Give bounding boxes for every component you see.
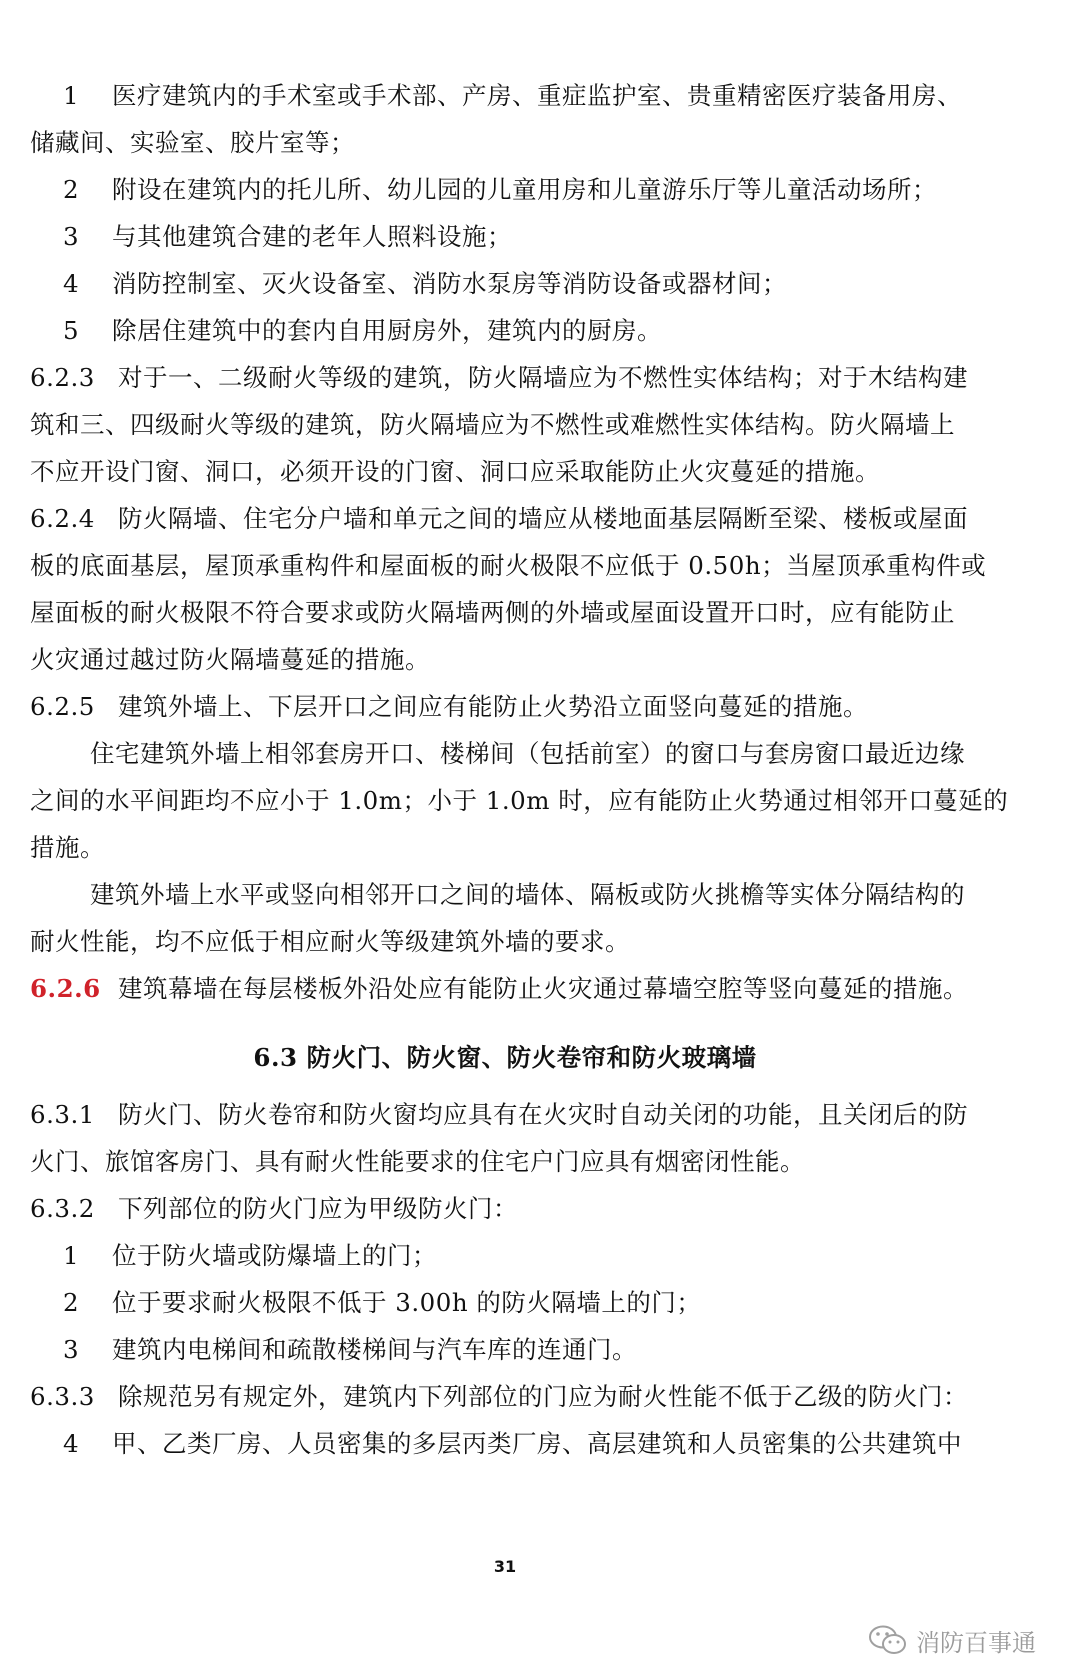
clause-number: 6.2.3 <box>30 363 95 392</box>
item-number: 4 <box>62 269 80 298</box>
item-number: 2 <box>62 175 80 204</box>
clause-number: 6.3.3 <box>30 1382 95 1411</box>
item-text: 医疗建筑内的手术室或手术部、产房、重症监护室、贵重精密医疗装备用房、 <box>112 81 962 110</box>
item-text: 位于要求耐火极限不低于 3.00h 的防火隔墙上的门； <box>112 1288 702 1317</box>
line-text: 板的底面基层，屋顶承重构件和屋面板的耐火极限不应低于 0.50h；当屋顶承重构件或 <box>30 551 987 580</box>
continuation-line <box>30 784 1050 818</box>
list-item <box>30 1286 1050 1320</box>
clause-number: 6.3.1 <box>30 1100 95 1129</box>
list-item <box>30 1427 1050 1461</box>
item-number: 1 <box>62 81 80 110</box>
clause-text: 对于一、二级耐火等级的建筑，防火隔墙应为不燃性实体结构；对于木结构建 <box>118 363 968 392</box>
item-text: 甲、乙类厂房、人员密集的多层丙类厂房、高层建筑和人员密集的公共建筑中 <box>112 1429 962 1458</box>
line-text: 建筑外墙上水平或竖向相邻开口之间的墙体、隔板或防火挑檐等实体分隔结构的 <box>90 880 965 909</box>
continuation-line <box>30 408 1050 442</box>
list-item <box>30 173 1050 207</box>
clause-6-3-2 <box>30 1192 1050 1226</box>
line-text: 之间的水平间距均不应小于 1.0m；小于 1.0m 时，应有能防止火势通过相邻开口蔓延的 <box>30 786 1009 815</box>
item-text: 消防控制室、灭火设备室、消防水泵房等消防设备或器材间； <box>112 269 787 298</box>
clause-text: 建筑外墙上、下层开口之间应有能防止火势沿立面竖向蔓延的措施。 <box>118 692 868 721</box>
line-text: 措施。 <box>30 833 105 862</box>
continuation-line <box>30 831 1050 865</box>
item-number: 3 <box>62 222 80 251</box>
list-item <box>30 267 1050 301</box>
item-text: 除居住建筑中的套内自用厨房外，建筑内的厨房。 <box>112 316 662 345</box>
item-number: 5 <box>62 316 80 345</box>
clause-number: 6.2.4 <box>30 504 95 533</box>
line-text: 屋面板的耐火极限不符合要求或防火隔墙两侧的外墙或屋面设置开口时，应有能防止 <box>30 598 955 627</box>
paragraph-line <box>90 878 1080 912</box>
line-text: 火灾通过越过防火隔墙蔓延的措施。 <box>30 645 430 674</box>
continuation-line <box>30 126 1050 160</box>
clause-6-3-3 <box>30 1380 1050 1414</box>
line-text: 火门、旅馆客房门、具有耐火性能要求的住宅户门应具有烟密闭性能。 <box>30 1147 805 1176</box>
line-text: 筑和三、四级耐火等级的建筑，防火隔墙应为不燃性或难燃性实体结构。防火隔墙上 <box>30 410 955 439</box>
line-text: 耐火性能，均不应低于相应耐火等级建筑外墙的要求。 <box>30 927 630 956</box>
continuation-line <box>30 455 1050 489</box>
list-item <box>30 314 1050 348</box>
clause-6-3-1 <box>30 1098 1050 1132</box>
list-item <box>30 1333 1050 1367</box>
list-item <box>30 1239 1050 1273</box>
line-text: 不应开设门窗、洞口，必须开设的门窗、洞口应采取能防止火灾蔓延的措施。 <box>30 457 880 486</box>
clause-text: 防火门、防火卷帘和防火窗均应具有在火灾时自动关闭的功能，且关闭后的防 <box>118 1100 968 1129</box>
paragraph-line <box>90 737 1080 771</box>
list-item <box>30 79 1050 113</box>
item-number: 1 <box>62 1241 80 1270</box>
section-heading <box>0 1041 1010 1075</box>
clause-number-highlighted: 6.2.6 <box>30 974 101 1003</box>
clause-6-2-4 <box>30 502 1050 536</box>
clause-number: 6.3.2 <box>30 1194 95 1223</box>
continuation-line <box>30 1145 1050 1179</box>
item-text: 与其他建筑合建的老年人照料设施； <box>112 222 512 251</box>
clause-6-2-5 <box>30 690 1050 724</box>
item-number: 2 <box>62 1288 80 1317</box>
clause-text: 防火隔墙、住宅分户墙和单元之间的墙应从楼地面基层隔断至梁、楼板或屋面 <box>118 504 968 533</box>
line-text: 储藏间、实验室、胶片室等； <box>30 128 355 157</box>
item-number: 3 <box>62 1335 80 1364</box>
continuation-line <box>30 643 1050 677</box>
wechat-icon <box>868 1624 908 1656</box>
line-text: 住宅建筑外墙上相邻套房开口、楼梯间（包括前室）的窗口与套房窗口最近边缘 <box>90 739 965 768</box>
clause-6-2-3 <box>30 361 1050 395</box>
watermark-text: 消防百事通 <box>916 1628 1036 1657</box>
item-text: 位于防火墙或防爆墙上的门； <box>112 1241 437 1270</box>
clause-text: 除规范另有规定外，建筑内下列部位的门应为耐火性能不低于乙级的防火门： <box>118 1382 968 1411</box>
clause-6-2-6 <box>30 972 1050 1006</box>
continuation-line <box>30 549 1050 583</box>
item-text: 建筑内电梯间和疏散楼梯间与汽车库的连通门。 <box>112 1335 637 1364</box>
continuation-line <box>30 596 1050 630</box>
item-text: 附设在建筑内的托儿所、幼儿园的儿童用房和儿童游乐厅等儿童活动场所； <box>112 175 937 204</box>
watermark <box>868 1620 1036 1660</box>
page-number: 31 <box>493 1557 517 1576</box>
clause-text: 下列部位的防火门应为甲级防火门： <box>118 1194 518 1223</box>
clause-number: 6.2.5 <box>30 692 95 721</box>
item-number: 4 <box>62 1429 80 1458</box>
heading-text: 6.3 防火门、防火窗、防火卷帘和防火玻璃墙 <box>253 1043 757 1072</box>
list-item <box>30 220 1050 254</box>
continuation-line <box>30 925 1050 959</box>
clause-text: 建筑幕墙在每层楼板外沿处应有能防止火灾通过幕墙空腔等竖向蔓延的措施。 <box>118 974 968 1003</box>
